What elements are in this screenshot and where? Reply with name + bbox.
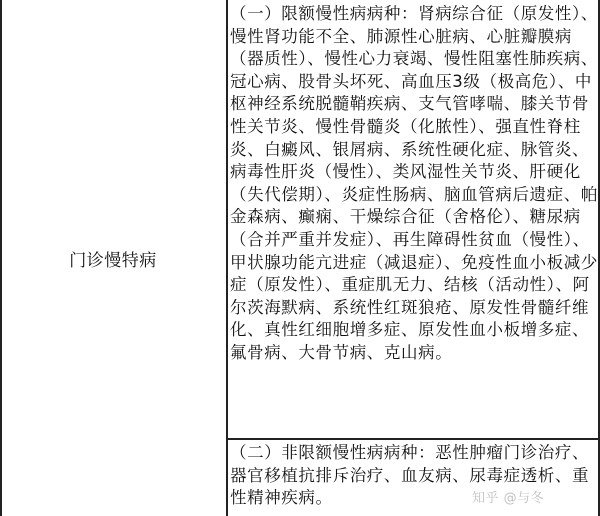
watermark: 知乎 @与冬 xyxy=(472,491,545,506)
non-limited-chronic-disease-paragraph: （二）非限额慢性病病种：恶性肿瘤门诊治疗、器官移植抗排斥治疗、血友病、尿毒症透析、重性精神疾病。 xyxy=(230,443,590,508)
row-label-text: 门诊慢特病 xyxy=(69,250,157,271)
limited-chronic-disease-paragraph: （一）限额慢性病病种：肾病综合征（原发性）、慢性肾功能不全、肺源性心脏病、心脏瓣膜病（器质性）、慢性心力衰竭、慢性阻塞性肺疾病、冠心病、股骨头坏死、高血压3级（极高危）、中枢神经系统脱髓鞘疾病、支气管哮喘、膝关节骨性关节炎、慢性骨髓炎（化脓性）、强直性脊柱炎、白癜风、银屑病、系统性硬化症、脉管炎、病毒性肝炎（慢性）、类风湿性关节炎、肝硬化（失代偿期）、炎症性肠病、脑血管病后遗症、帕金森病、癫痫、干燥综合征（舍格伦）、糖尿病（合并严重并发症）、再生障碍性贫血（慢性）、甲状腺功能亢进症（减退症）、免疫性血小板减少症（原发性）、重症肌无力、结核（活动性）、阿尔茨海默病、系统性红斑狼疮、原发性骨髓纤维化、真性红细胞增多症、原发性血小板增多症、氟骨病、大骨节病、克山病。 xyxy=(230,4,598,362)
table-row-divider xyxy=(226,438,600,440)
row-label-cell xyxy=(0,0,226,516)
